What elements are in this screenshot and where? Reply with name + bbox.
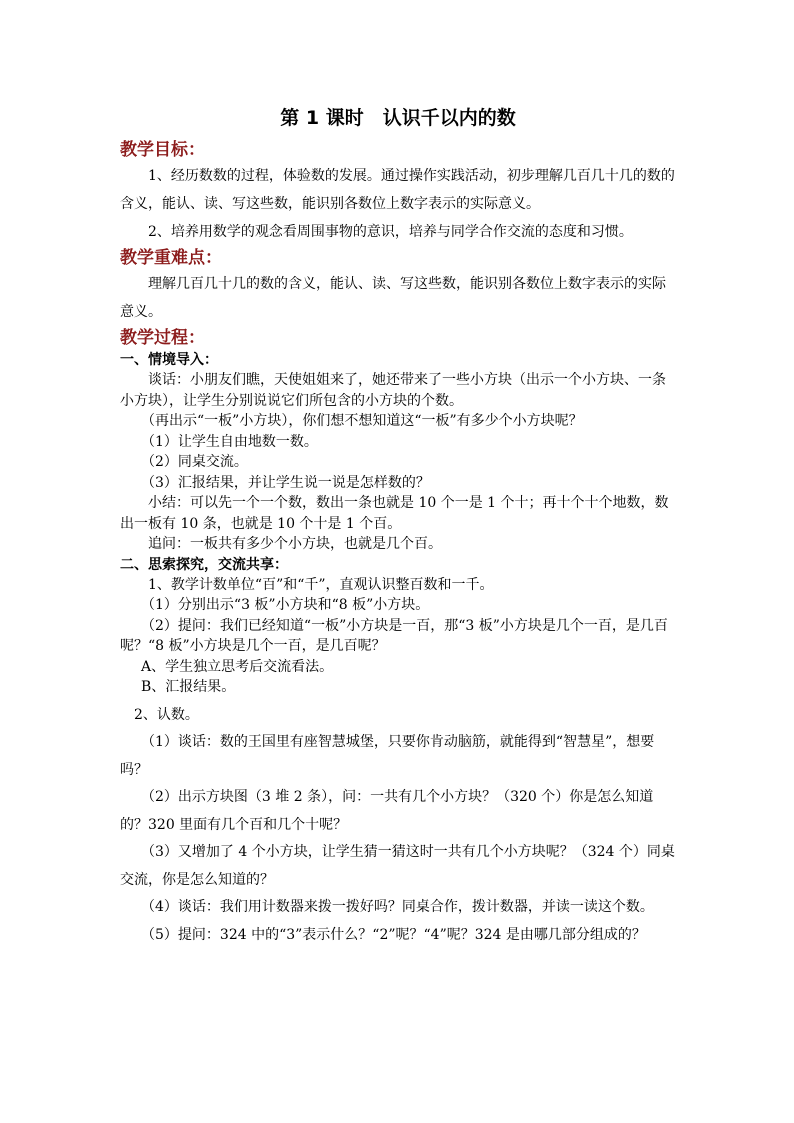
part1-line: 追问：一板共有多少个小方块，也就是几个百。 xyxy=(148,536,442,552)
part2-line: B、汇报结果。 xyxy=(141,679,236,695)
key-points-heading: 教学重难点： xyxy=(120,248,222,268)
part1-line: （再出示“一板”小方块），你们想不想知道这“一板”有多少个小方块呢？ xyxy=(141,413,583,429)
count-heading: 2、认数。 xyxy=(134,706,199,723)
lesson-title: 第 1 课时 认识千以内的数 xyxy=(280,107,516,129)
count-line: （4）谈话：我们用计数器来拨一拨好吗？同桌合作，拨计数器，并读一读这个数。 xyxy=(141,899,654,915)
part1-line: 谈话：小朋友们瞧，天使姐姐来了，她还带来了一些小方块（出示一个小方块、一条小方块），让学生分别说说它们所包含的小方块的个数。 xyxy=(120,372,666,409)
part2-heading: 二、思索探究，交流共享： xyxy=(120,556,288,573)
part2-line: （2）提问：我们已经知道“一板”小方块是一百，那“3 板”小方块是几个一百，是几百呢？“8 板”小方块是几个一百，是几百呢？ xyxy=(120,617,668,654)
part2-line: （1）分别出示“3 板”小方块和“8 板”小方块。 xyxy=(141,597,430,613)
count-line: （2）出示方块图（3 堆 2 条），问：一共有几个小方块？（320 个）你是怎么知道的？320 里面有几个百和几个十呢？ xyxy=(120,789,654,833)
count-line: （3）又增加了 4 个小方块，让学生猜一猜这时一共有几个小方块呢？（324 个）同桌交流，你是怎么知道的？ xyxy=(120,844,675,888)
part1-heading: 一、情境导入： xyxy=(120,352,218,368)
part1-line: （2）同桌交流。 xyxy=(141,454,248,470)
part2-line: 1、教学计数单位“百”和“千”，直观认识整百数和一千。 xyxy=(148,576,494,593)
part2-line: A、学生独立思考后交流看法。 xyxy=(141,658,334,675)
part1-line: 小结：可以先一个一个数，数出一条也就是 10 个一是 1 个十；再十个十个地数，数出一板有 10 条，也就是 10 个十是 1 个百。 xyxy=(120,495,669,532)
count-line: （5）提问：324 中的“3”表示什么？“2”呢？“4”呢？324 是由哪几部分组成的？ xyxy=(141,926,646,943)
objectives-heading: 教学目标： xyxy=(120,140,205,160)
key-points-paragraph: 理解几百几十几的数的含义，能认、读、写这些数，能识别各数位上数字表示的实际意义。 xyxy=(120,276,666,320)
part1-line: （1）让学生自由地数一数。 xyxy=(141,433,318,450)
objective-paragraph: 1、经历数数的过程，体验数的发展。通过操作实践活动，初步理解几百几十几的数的含义，能认、读、写这些数，能识别各数位上数字表示的实际意义。 xyxy=(120,168,675,212)
count-line: （1）谈话：数的王国里有座智慧城堡，只要你肯动脑筋，就能得到“智慧星”，想要吗？ xyxy=(120,734,655,778)
lesson-plan xyxy=(120,104,676,949)
objective-paragraph: 2、培养用数学的观念看周围事物的意识，培养与同学合作交流的态度和习惯。 xyxy=(148,224,633,240)
part1-line: （3）汇报结果，并让学生说一说是怎样数的？ xyxy=(141,474,430,491)
process-heading: 教学过程： xyxy=(120,328,205,348)
